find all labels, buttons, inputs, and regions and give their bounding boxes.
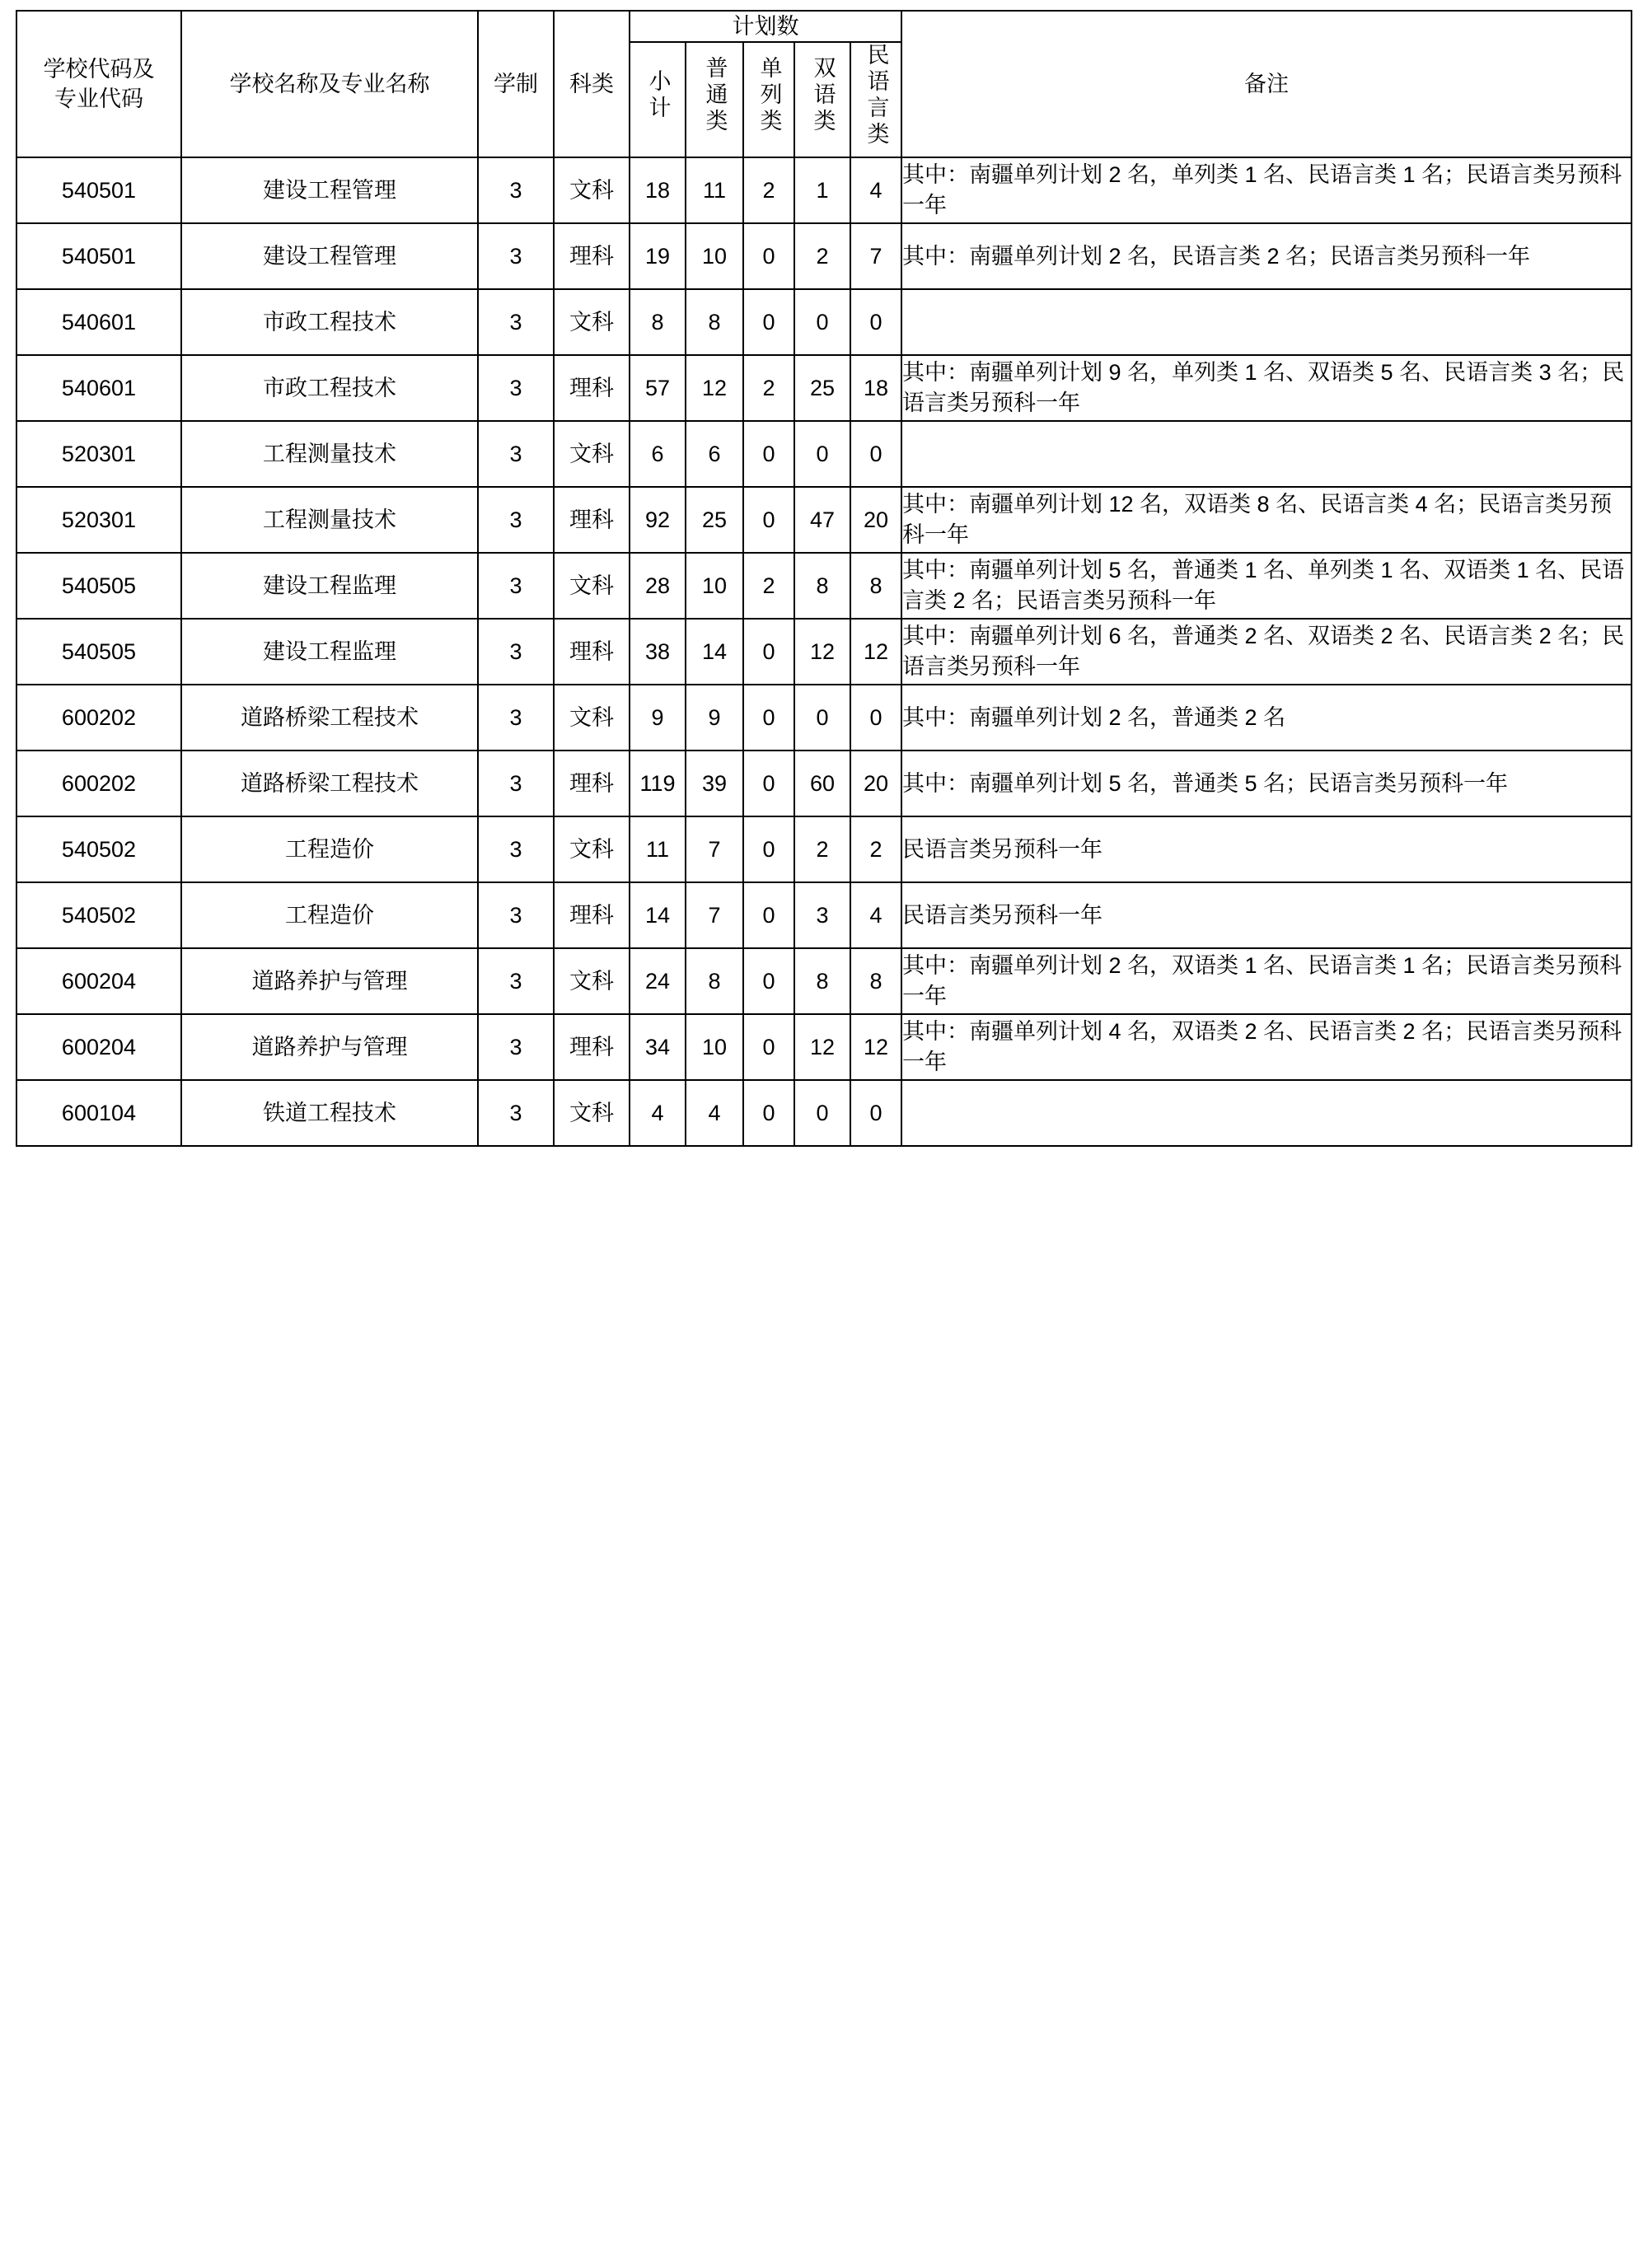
cell-subject-type: 文科 — [554, 685, 630, 751]
table-body — [16, 157, 1632, 1146]
cell-major-name: 建设工程管理 — [181, 157, 478, 223]
cell-minority: 0 — [850, 421, 901, 487]
cell-subtotal: 14 — [630, 882, 686, 948]
table-row — [16, 289, 1632, 355]
cell-years: 3 — [478, 685, 554, 751]
cell-subject-type: 理科 — [554, 751, 630, 816]
cell-single: 2 — [743, 553, 794, 619]
cell-remark: 其中：南疆单列计划 5 名，普通类 5 名；民语言类另预科一年 — [901, 751, 1632, 816]
cell-minority: 4 — [850, 882, 901, 948]
cell-remark: 其中：南疆单列计划 12 名，双语类 8 名、民语言类 4 名；民语言类另预科一年 — [901, 487, 1632, 553]
cell-common: 7 — [686, 816, 743, 882]
cell-bilingual: 3 — [794, 882, 850, 948]
cell-minority: 18 — [850, 355, 901, 421]
header-bilingual-type: 双语类 — [794, 42, 850, 157]
cell-minority: 12 — [850, 1014, 901, 1080]
cell-subject-type: 理科 — [554, 619, 630, 685]
cell-subtotal: 119 — [630, 751, 686, 816]
header-years: 学制 — [478, 11, 554, 157]
cell-common: 14 — [686, 619, 743, 685]
header-school-major-name: 学校名称及专业名称 — [181, 11, 478, 157]
cell-school-major-code: 540502 — [16, 816, 181, 882]
cell-bilingual: 1 — [794, 157, 850, 223]
cell-common: 10 — [686, 1014, 743, 1080]
cell-single: 0 — [743, 685, 794, 751]
cell-school-major-code: 600204 — [16, 948, 181, 1014]
cell-bilingual: 2 — [794, 816, 850, 882]
cell-bilingual: 12 — [794, 619, 850, 685]
cell-single: 2 — [743, 355, 794, 421]
cell-bilingual: 8 — [794, 553, 850, 619]
cell-remark: 其中：南疆单列计划 2 名，单列类 1 名、民语言类 1 名；民语言类另预科一年 — [901, 157, 1632, 223]
cell-major-name: 工程造价 — [181, 816, 478, 882]
cell-single: 0 — [743, 223, 794, 289]
header-single-type: 单列类 — [743, 42, 794, 157]
table-row — [16, 1080, 1632, 1146]
cell-years: 3 — [478, 1080, 554, 1146]
cell-remark: 其中：南疆单列计划 9 名，单列类 1 名、双语类 5 名、民语言类 3 名；民语言类另预科一年 — [901, 355, 1632, 421]
cell-single: 2 — [743, 157, 794, 223]
cell-years: 3 — [478, 882, 554, 948]
header-school-major-code — [16, 11, 181, 157]
cell-remark: 其中：南疆单列计划 6 名，普通类 2 名、双语类 2 名、民语言类 2 名；民语言类另预科一年 — [901, 619, 1632, 685]
cell-school-major-code: 520301 — [16, 421, 181, 487]
cell-major-name: 建设工程管理 — [181, 223, 478, 289]
table-row — [16, 948, 1632, 1014]
cell-school-major-code: 540601 — [16, 289, 181, 355]
cell-years: 3 — [478, 355, 554, 421]
cell-years: 3 — [478, 157, 554, 223]
cell-subject-type: 文科 — [554, 553, 630, 619]
cell-remark: 其中：南疆单列计划 4 名，双语类 2 名、民语言类 2 名；民语言类另预科一年 — [901, 1014, 1632, 1080]
cell-single: 0 — [743, 421, 794, 487]
cell-minority: 8 — [850, 553, 901, 619]
cell-common: 6 — [686, 421, 743, 487]
cell-years: 3 — [478, 289, 554, 355]
cell-single: 0 — [743, 487, 794, 553]
cell-subtotal: 34 — [630, 1014, 686, 1080]
cell-subtotal: 18 — [630, 157, 686, 223]
cell-subtotal: 19 — [630, 223, 686, 289]
cell-single: 0 — [743, 1080, 794, 1146]
cell-major-name: 道路养护与管理 — [181, 948, 478, 1014]
cell-remark — [901, 421, 1632, 487]
cell-bilingual: 8 — [794, 948, 850, 1014]
table-row — [16, 553, 1632, 619]
cell-remark: 其中：南疆单列计划 5 名，普通类 1 名、单列类 1 名、双语类 1 名、民语言类 2 名；民语言类另预科一年 — [901, 553, 1632, 619]
cell-school-major-code: 540501 — [16, 157, 181, 223]
cell-bilingual: 0 — [794, 421, 850, 487]
cell-common: 10 — [686, 223, 743, 289]
cell-bilingual: 0 — [794, 1080, 850, 1146]
cell-common: 9 — [686, 685, 743, 751]
cell-single: 0 — [743, 882, 794, 948]
cell-minority: 0 — [850, 289, 901, 355]
header-school-major-code-line2: 专业代码 — [54, 86, 143, 111]
cell-remark: 其中：南疆单列计划 2 名，民语言类 2 名；民语言类另预科一年 — [901, 223, 1632, 289]
table-row — [16, 751, 1632, 816]
table-row — [16, 882, 1632, 948]
cell-common: 25 — [686, 487, 743, 553]
cell-years: 3 — [478, 421, 554, 487]
cell-bilingual: 0 — [794, 685, 850, 751]
cell-major-name: 建设工程监理 — [181, 619, 478, 685]
cell-major-name: 市政工程技术 — [181, 355, 478, 421]
table-row — [16, 619, 1632, 685]
cell-years: 3 — [478, 553, 554, 619]
cell-subject-type: 理科 — [554, 487, 630, 553]
cell-single: 0 — [743, 816, 794, 882]
table-row — [16, 421, 1632, 487]
cell-years: 3 — [478, 948, 554, 1014]
cell-school-major-code: 540502 — [16, 882, 181, 948]
cell-remark: 其中：南疆单列计划 2 名，双语类 1 名、民语言类 1 名；民语言类另预科一年 — [901, 948, 1632, 1014]
cell-years: 3 — [478, 619, 554, 685]
cell-subject-type: 文科 — [554, 157, 630, 223]
cell-years: 3 — [478, 223, 554, 289]
header-minority-language-type: 民语言类 — [850, 42, 901, 157]
cell-major-name: 市政工程技术 — [181, 289, 478, 355]
cell-common: 12 — [686, 355, 743, 421]
cell-subtotal: 11 — [630, 816, 686, 882]
cell-school-major-code: 520301 — [16, 487, 181, 553]
cell-school-major-code: 540601 — [16, 355, 181, 421]
cell-subject-type: 理科 — [554, 223, 630, 289]
header-row-top — [16, 11, 1632, 42]
cell-subtotal: 9 — [630, 685, 686, 751]
cell-major-name: 建设工程监理 — [181, 553, 478, 619]
cell-remark — [901, 289, 1632, 355]
table-row — [16, 157, 1632, 223]
cell-subtotal: 4 — [630, 1080, 686, 1146]
cell-bilingual: 47 — [794, 487, 850, 553]
cell-single: 0 — [743, 619, 794, 685]
cell-subject-type: 理科 — [554, 1014, 630, 1080]
cell-subtotal: 57 — [630, 355, 686, 421]
cell-major-name: 工程造价 — [181, 882, 478, 948]
cell-school-major-code: 540505 — [16, 553, 181, 619]
cell-major-name: 工程测量技术 — [181, 421, 478, 487]
table-row — [16, 816, 1632, 882]
cell-major-name: 道路养护与管理 — [181, 1014, 478, 1080]
cell-subtotal: 28 — [630, 553, 686, 619]
cell-minority: 0 — [850, 685, 901, 751]
table-header — [16, 11, 1632, 157]
cell-major-name: 道路桥梁工程技术 — [181, 751, 478, 816]
cell-school-major-code: 600104 — [16, 1080, 181, 1146]
header-remark: 备注 — [901, 11, 1632, 157]
cell-single: 0 — [743, 1014, 794, 1080]
cell-single: 0 — [743, 751, 794, 816]
header-plan-count-group: 计划数 — [630, 11, 901, 42]
cell-subtotal: 24 — [630, 948, 686, 1014]
cell-minority: 20 — [850, 751, 901, 816]
cell-school-major-code: 600202 — [16, 751, 181, 816]
cell-minority: 12 — [850, 619, 901, 685]
cell-common: 11 — [686, 157, 743, 223]
cell-school-major-code: 540505 — [16, 619, 181, 685]
cell-remark: 其中：南疆单列计划 2 名，普通类 2 名 — [901, 685, 1632, 751]
cell-common: 10 — [686, 553, 743, 619]
cell-minority: 0 — [850, 1080, 901, 1146]
cell-years: 3 — [478, 816, 554, 882]
header-subject-type: 科类 — [554, 11, 630, 157]
cell-major-name: 工程测量技术 — [181, 487, 478, 553]
cell-bilingual: 60 — [794, 751, 850, 816]
cell-major-name: 铁道工程技术 — [181, 1080, 478, 1146]
table-row — [16, 1014, 1632, 1080]
cell-common: 7 — [686, 882, 743, 948]
cell-common: 39 — [686, 751, 743, 816]
cell-years: 3 — [478, 487, 554, 553]
cell-common: 8 — [686, 948, 743, 1014]
header-subtotal: 小计 — [630, 42, 686, 157]
table-row — [16, 355, 1632, 421]
cell-school-major-code: 600202 — [16, 685, 181, 751]
cell-bilingual: 12 — [794, 1014, 850, 1080]
cell-minority: 20 — [850, 487, 901, 553]
cell-subject-type: 理科 — [554, 355, 630, 421]
cell-subtotal: 8 — [630, 289, 686, 355]
cell-minority: 7 — [850, 223, 901, 289]
cell-bilingual: 25 — [794, 355, 850, 421]
cell-minority: 2 — [850, 816, 901, 882]
cell-remark: 民语言类另预科一年 — [901, 882, 1632, 948]
cell-bilingual: 0 — [794, 289, 850, 355]
cell-minority: 8 — [850, 948, 901, 1014]
cell-subtotal: 38 — [630, 619, 686, 685]
enrollment-plan-table — [16, 10, 1632, 1147]
cell-single: 0 — [743, 948, 794, 1014]
table-row — [16, 223, 1632, 289]
cell-school-major-code: 600204 — [16, 1014, 181, 1080]
cell-single: 0 — [743, 289, 794, 355]
cell-school-major-code: 540501 — [16, 223, 181, 289]
cell-subject-type: 文科 — [554, 421, 630, 487]
cell-subject-type: 理科 — [554, 882, 630, 948]
cell-subject-type: 文科 — [554, 289, 630, 355]
cell-years: 3 — [478, 1014, 554, 1080]
cell-minority: 4 — [850, 157, 901, 223]
cell-common: 8 — [686, 289, 743, 355]
cell-subtotal: 92 — [630, 487, 686, 553]
cell-subject-type: 文科 — [554, 816, 630, 882]
cell-subject-type: 文科 — [554, 948, 630, 1014]
header-common-type: 普通类 — [686, 42, 743, 157]
cell-remark: 民语言类另预科一年 — [901, 816, 1632, 882]
cell-bilingual: 2 — [794, 223, 850, 289]
cell-remark — [901, 1080, 1632, 1146]
cell-subtotal: 6 — [630, 421, 686, 487]
table-row — [16, 685, 1632, 751]
cell-common: 4 — [686, 1080, 743, 1146]
cell-years: 3 — [478, 751, 554, 816]
cell-major-name: 道路桥梁工程技术 — [181, 685, 478, 751]
table-row — [16, 487, 1632, 553]
header-school-major-code-line1: 学校代码及 — [43, 56, 155, 82]
cell-subject-type: 文科 — [554, 1080, 630, 1146]
